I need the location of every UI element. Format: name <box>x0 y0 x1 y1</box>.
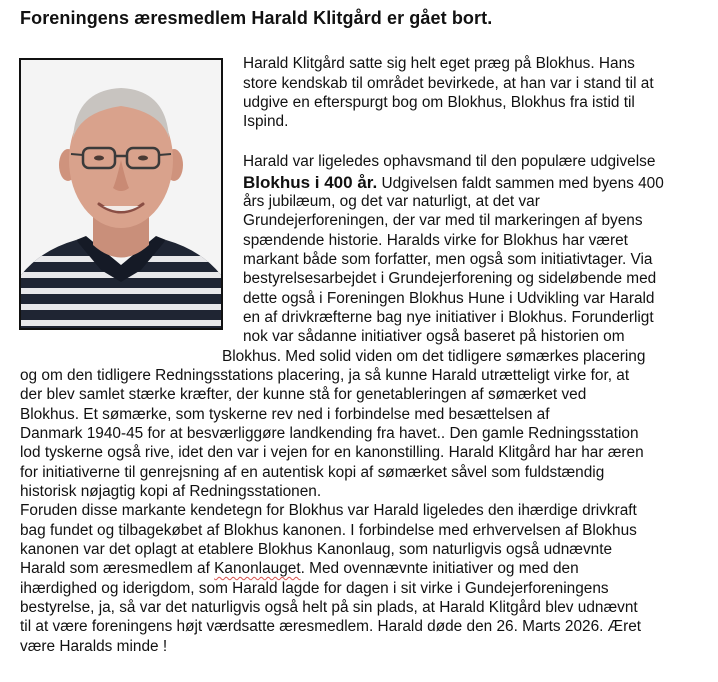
paragraph-2-line: Blokhus. Med solid viden om det tidligere sømærkes placering <box>222 348 646 365</box>
paragraph-2-line: markant både som forfatter, men også som initiativtager. Via <box>243 251 653 268</box>
paragraph-3-line: kanonen var det oplagt at etablere Blokhus Kanonlaug, som naturligvis også udnævnte <box>20 541 613 558</box>
paragraph-2-line: lod tyskerne også rive, idet den var i vejen for en kanonstilling. Harald Klitgård har har æren <box>20 444 644 461</box>
paragraph-1-line: store kendskab til området bevirkede, at han var i stand til at <box>243 75 654 92</box>
portrait-icon <box>21 60 221 328</box>
spellcheck-flagged-word: Kanonlauget <box>214 560 301 577</box>
paragraph-1-line: Harald Klitgård satte sig helt eget præg på Blokhus. Hans <box>243 55 635 72</box>
book-title-rest: Udgivelsen faldt sammen med byens 400 <box>377 175 664 192</box>
paragraph-2-line: og om den tidligere Redningsstations placering, ja så kunne Harald utrætteligt virke for, at <box>20 367 630 384</box>
article-headline: Foreningens æresmedlem Harald Klitgård er gået bort. <box>20 8 493 28</box>
paragraph-3-line: bestyrelse, ja, så var det naturligvis også helt på sin plads, at Harald Klitgård blev udnævnt <box>20 599 638 616</box>
paragraph-3-line: bag fundet og tilbagekøbet af Blokhus kanonen. I forbindelse med erhvervelsen af Blokhus <box>20 522 637 539</box>
paragraph-2-line: års jubilæum, og det var naturligt, at det var <box>243 193 540 210</box>
paragraph-2-line: en af drivkræfterne bag nye initiativer i Blokhus. Forunderligt <box>243 309 654 326</box>
paragraph-3-line <box>20 560 579 578</box>
paragraph-2-line: der blev samlet stærke kræfter, der kunne stå for genetableringen af sømærket ved <box>20 386 587 403</box>
paragraph-3-line: Foruden disse markante kendetegn for Blokhus var Harald ligeledes den ihærdige drivkraft <box>20 502 637 519</box>
book-title: Blokhus i 400 år. <box>243 173 378 192</box>
misspell-line-post: . Med ovennævnte initiativer og med den <box>300 560 579 577</box>
paragraph-2-line: spændende historie. Haralds virke for Blokhus har været <box>243 232 628 249</box>
misspell-line-pre: Harald som æresmedlem af <box>20 560 215 577</box>
paragraph-2-intro: Harald var ligeledes ophavsmand til den populære udgivelse <box>243 153 656 170</box>
paragraph-2-line: Danmark 1940-45 for at besværliggøre landkending fra havet.. Den gamle Redningsstation <box>20 425 639 442</box>
paragraph-2-line: nok var sådanne initiativer også baseret på historien om <box>243 328 625 345</box>
paragraph-3-line: være Haralds minde ! <box>20 638 168 655</box>
paragraph-1-line: udgive en efterspurgt bog om Blokhus, Blokhus fra istid til <box>243 94 635 111</box>
portrait-photo <box>19 58 223 330</box>
paragraph-2-line: bestyrelsesarbejdet i Grundejerforening og sideløbende med <box>243 270 657 287</box>
paragraph-2-title-line <box>243 174 664 193</box>
paragraph-1-line: Ispind. <box>243 113 289 130</box>
paragraph-2-line: historisk nøjagtig kopi af Redningsstationen. <box>20 483 322 500</box>
paragraph-3-line: til at være foreningens højt værdsatte æresmedlem. Harald døde den 26. Marts 2026. Æret <box>20 618 642 635</box>
paragraph-2-line: Grundejerforeningen, der var med til markeringen af byens <box>243 212 643 229</box>
paragraph-2-line: Blokhus. Et sømærke, som tyskerne rev ned i forbindelse med besættelsen af <box>20 406 550 423</box>
paragraph-2-line: dette også i Foreningen Blokhus Hune i Udvikling var Harald <box>243 290 655 307</box>
paragraph-2-line: for initiativerne til genrejsning af en autentisk kopi af sømærket såvel som fuldstændig <box>20 464 605 481</box>
paragraph-3-line: ihærdighed og iderigdom, som Harald lagde for dagen i sit virke i Gundejerforeningens <box>20 580 609 597</box>
